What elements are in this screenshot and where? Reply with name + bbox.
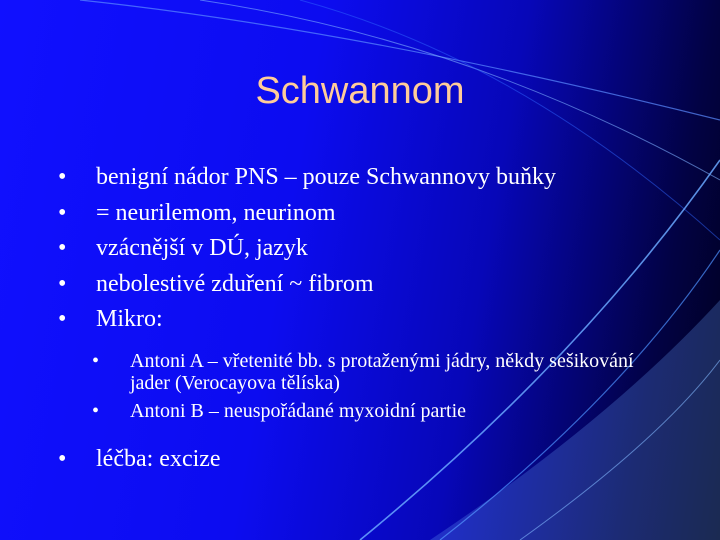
list-item: [92, 400, 652, 422]
list-item: [92, 350, 652, 394]
sub-bullet-text: Antoni B – neuspořádané myxoidní partie: [130, 400, 467, 422]
bullet-text: vzácnější v DÚ, jazyk: [96, 235, 308, 261]
bullet-symbol: •: [58, 446, 67, 472]
sub-bullet-text: Antoni A – vřetenité bb. s protaženými jádry, někdy sešikování jader (Verocayova tělíska): [130, 350, 634, 394]
bullet-symbol: •: [92, 350, 100, 372]
bullet-symbol: •: [58, 199, 67, 226]
list-item: [58, 231, 556, 267]
list-item: [58, 442, 221, 477]
slide-title: Schwannom: [255, 70, 465, 112]
bullet-list-end: [58, 442, 221, 477]
bullet-text: nebolestivé zduření ~ fibrom: [96, 270, 374, 297]
sub-bullet-list: [92, 350, 652, 428]
list-item: [58, 160, 556, 196]
bullet-symbol: •: [92, 400, 100, 422]
bullet-text: benigní nádor PNS – pouze Schwannovy buňky: [96, 164, 556, 190]
bullet-text: Mikro:: [96, 306, 163, 332]
bullet-symbol: •: [58, 235, 67, 261]
bullet-symbol: •: [58, 270, 67, 297]
list-item: [58, 267, 556, 303]
bullet-symbol: •: [58, 164, 67, 190]
bullet-symbol: •: [58, 306, 67, 332]
bullet-text: = neurilemom, neurinom: [96, 199, 336, 226]
bullet-text: léčba: excize: [96, 446, 221, 472]
list-item: [58, 302, 556, 338]
bullet-list: [58, 160, 556, 338]
list-item: [58, 196, 556, 232]
